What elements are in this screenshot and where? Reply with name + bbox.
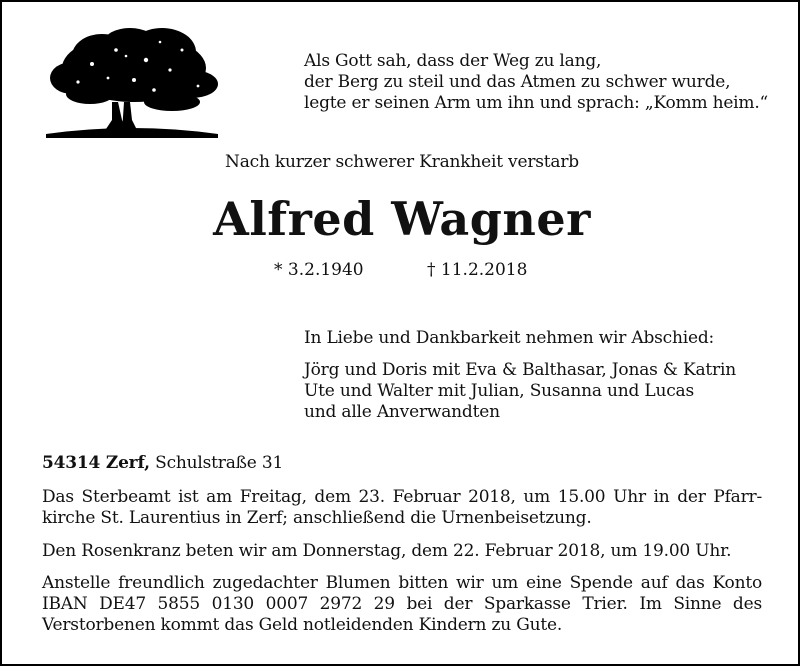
rosary-paragraph	[42, 541, 762, 562]
donation-paragraph	[42, 573, 762, 636]
mourners-list	[304, 360, 736, 423]
birth-date: * 3.2.1940	[274, 260, 364, 280]
paragraph-line: kirche St. Laurentius in Zerf; anschließend die Urnenbeisetzung.	[42, 508, 592, 528]
address	[42, 453, 283, 473]
tree-icon	[42, 20, 222, 140]
poem-verse	[304, 51, 768, 114]
deceased-name: Alfred Wagner	[213, 192, 591, 246]
intro-text: Nach kurzer schwerer Krankheit verstarb	[225, 152, 579, 172]
mourner-line: Jörg und Doris mit Eva & Balthasar, Jonas & Katrin	[304, 360, 736, 380]
poem-line: legte er seinen Arm um ihn und sprach: „Komm heim.“	[304, 93, 769, 113]
paragraph-line: IBAN DE47 5855 0130 0007 2972 29 bei der Sparkasse Trier. Im Sinne des	[42, 594, 762, 614]
farewell-line: In Liebe und Dankbarkeit nehmen wir Abschied:	[304, 328, 715, 348]
mourner-line: und alle Anverwandten	[304, 402, 500, 422]
address-zip-city: 54314 Zerf,	[42, 453, 150, 473]
paragraph-line: Den Rosenkranz beten wir am Donnerstag, dem 22. Februar 2018, um 19.00 Uhr.	[42, 541, 732, 561]
funeral-paragraph	[42, 487, 762, 529]
poem-line: Als Gott sah, dass der Weg zu lang,	[304, 51, 602, 71]
address-street: Schulstraße 31	[155, 453, 284, 473]
poem-line: der Berg zu steil und das Atmen zu schwer wurde,	[304, 72, 731, 92]
paragraph-line: Verstorbenen kommt das Geld notleidenden Kindern zu Gute.	[42, 615, 563, 635]
death-date: † 11.2.2018	[427, 260, 528, 280]
mourner-line: Ute und Walter mit Julian, Susanna und Lucas	[304, 381, 695, 401]
paragraph-line: Anstelle freundlich zugedachter Blumen bitten wir um eine Spende auf das Konto	[42, 573, 762, 593]
paragraph-line: Das Sterbeamt ist am Freitag, dem 23. Februar 2018, um 15.00 Uhr in der Pfarr-	[42, 487, 762, 507]
